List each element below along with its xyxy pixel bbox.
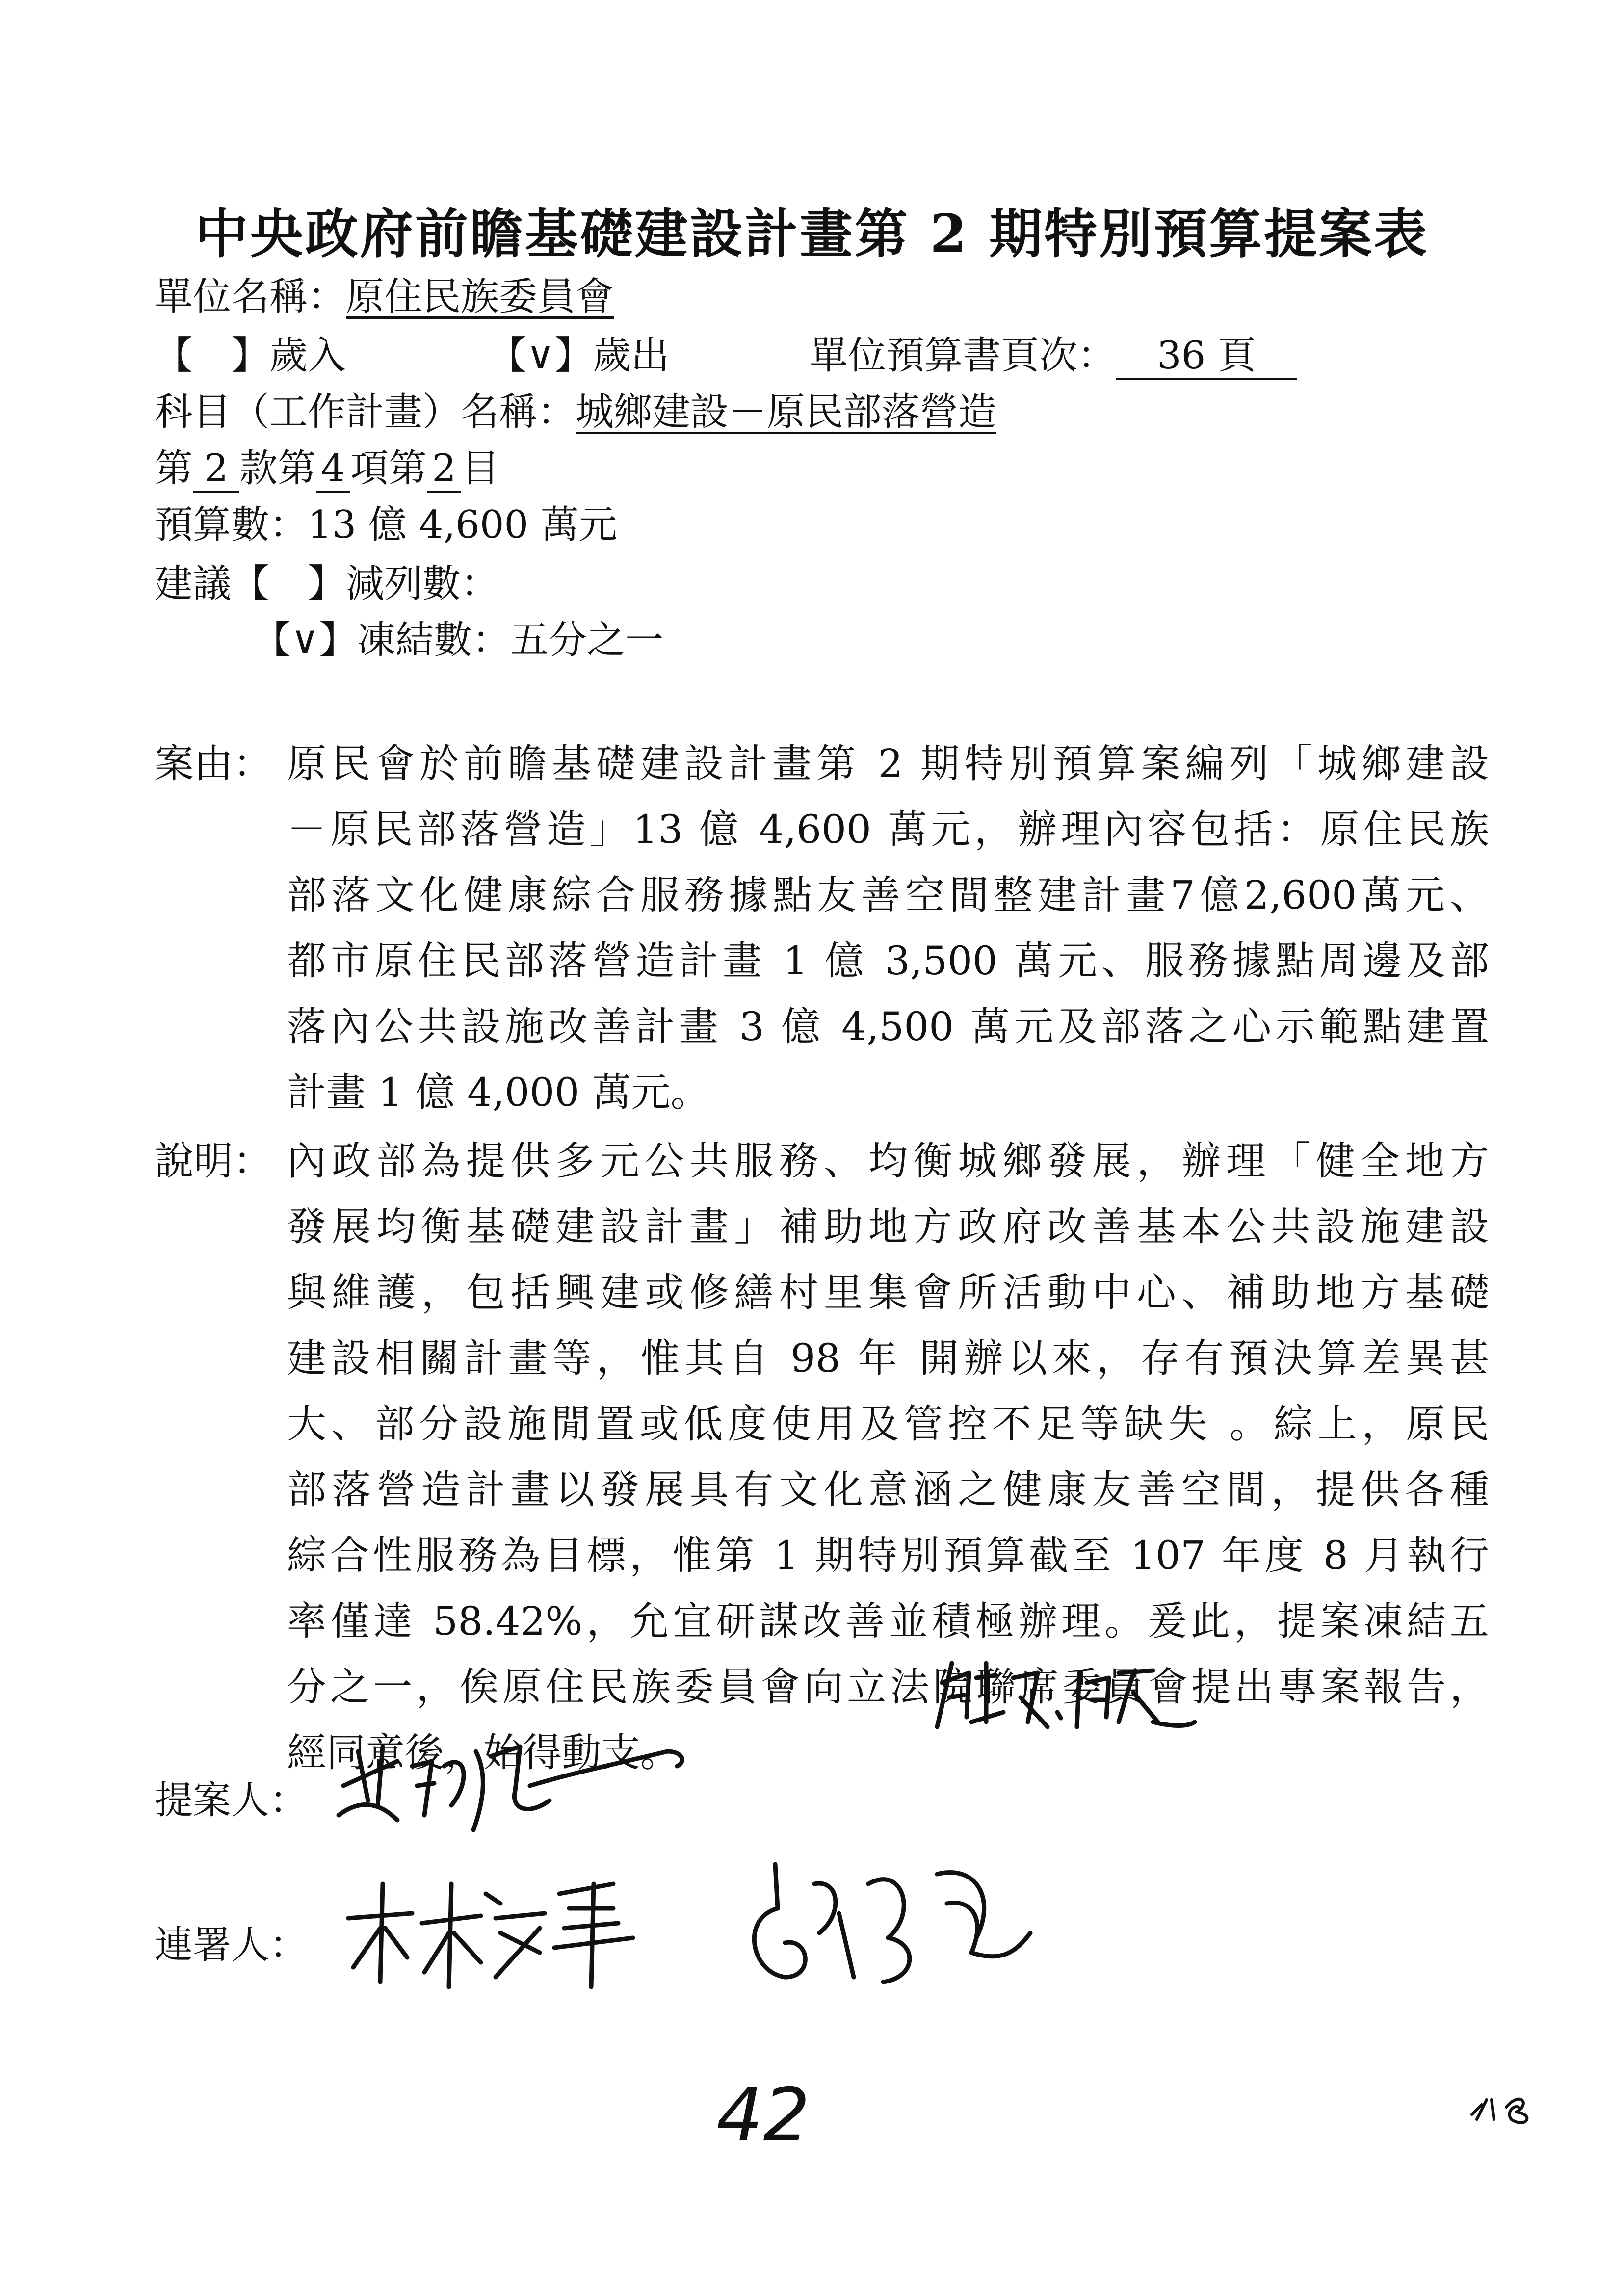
reason-line: 部落文化健康綜合服務據點友善空間整建計畫7億2,600萬元、 (287, 872, 1489, 918)
explanation-line: 發展均衡基礎建設計畫」補助地方政府改善基本公共設施建設 (287, 1204, 1489, 1250)
reason-line: －原民部落營造」13 億 4,600 萬元，辦理內容包括：原住民族 (287, 807, 1489, 852)
explanation-line: 綜合性服務為目標，惟第 1 期特別預算截至 107 年度 8 月執行 (287, 1533, 1489, 1578)
handwritten-committee-annotation (922, 1653, 1197, 1742)
budget-page-value: 36 頁 (1116, 334, 1297, 380)
explanation-section (155, 1128, 1494, 1796)
reason-line: 都市原住民部落營造計畫 1 億 3,500 萬元、服務據點周邊及部 (287, 938, 1489, 984)
cosigner-signature-2 (741, 1854, 1045, 2002)
page-title: 中央政府前瞻基礎建設計畫第 2 期特別預算提案表 (195, 203, 1429, 265)
cosigner-label: 連署人： (155, 1923, 308, 1967)
unit-row (155, 272, 614, 321)
income-checkbox: 【 】歲入 (155, 334, 346, 378)
explanation-line: 率僅達 58.42%，允宜研謀改善並積極辦理。爰此，提案凍結五 (287, 1598, 1489, 1644)
explanation-body (287, 1128, 1489, 1786)
explanation-line: 建設相關計畫等，惟其自 98 年 開辦以來，存有預決算差異甚 (287, 1335, 1489, 1381)
reason-label: 案由： (155, 741, 272, 786)
budget-amount: 預算數：13 億 4,600 萬元 (155, 503, 617, 547)
reason-line: 落內公共設施改善計畫 3 億 4,500 萬元及部落之心示範點建置 (287, 1004, 1489, 1049)
suggest-freeze: 【∨】凍結數：五分之一 (253, 618, 664, 662)
xiang-label: 項第 (350, 446, 427, 491)
mu-label: 目 (461, 446, 500, 491)
xiang-value: 4 (316, 446, 350, 493)
reason-line: 原民會於前瞻基礎建設計畫第 2 期特別預算案編列「城鄉建設 (287, 741, 1489, 786)
reason-line: 計畫 1 億 4,000 萬元。 (287, 1070, 710, 1115)
suggest-reduce: 建議【 】減列數： (155, 562, 499, 606)
explanation-line: 經同意後，始得動支。 (287, 1730, 680, 1775)
reason-section (155, 731, 1494, 1133)
cosigner-signature-1 (339, 1864, 662, 2002)
explanation-line: 部落營造計畫以發展具有文化意涵之健康友善空間，提供各種 (287, 1467, 1489, 1513)
item-row (155, 444, 499, 493)
expense-checkbox: 【∨】歲出 (488, 334, 670, 378)
budget-page-label: 單位預算書頁次： (810, 334, 1116, 378)
mu-value: 2 (427, 446, 461, 493)
proposer-signature (324, 1732, 716, 1845)
subject-row (155, 388, 996, 437)
kuan-label: 款第 (239, 446, 316, 491)
explanation-line: 大、部分設施閒置或低度使用及管控不足等缺失 。綜上，原民 (287, 1401, 1489, 1447)
corner-mark (1467, 2085, 1536, 2129)
explanation-line: 內政部為提供多元公共服務、均衡城鄉發展，辦理「健全地方 (287, 1138, 1489, 1184)
page-number: 42 (716, 2073, 810, 2158)
explanation-label: 說明： (155, 1138, 272, 1184)
explanation-line: 分之一，俟原住民族委員會向立法院聯席委員會提出專案報告， (287, 1664, 1489, 1710)
unit-value: 原住民族委員會 (346, 275, 614, 319)
explanation-line: 與維護，包括興建或修繕村里集會所活動中心、補助地方基礎 (287, 1270, 1489, 1315)
reason-body (287, 731, 1489, 1125)
budget-page-row (810, 331, 1297, 380)
item-prefix: 第 (155, 446, 193, 491)
subject-value: 城鄉建設－原民部落營造 (576, 390, 997, 434)
proposer-label: 提案人： (155, 1778, 308, 1823)
unit-label: 單位名稱： (155, 275, 346, 319)
subject-label: 科目（工作計畫）名稱： (155, 390, 576, 434)
kuan-value: 2 (193, 446, 239, 493)
